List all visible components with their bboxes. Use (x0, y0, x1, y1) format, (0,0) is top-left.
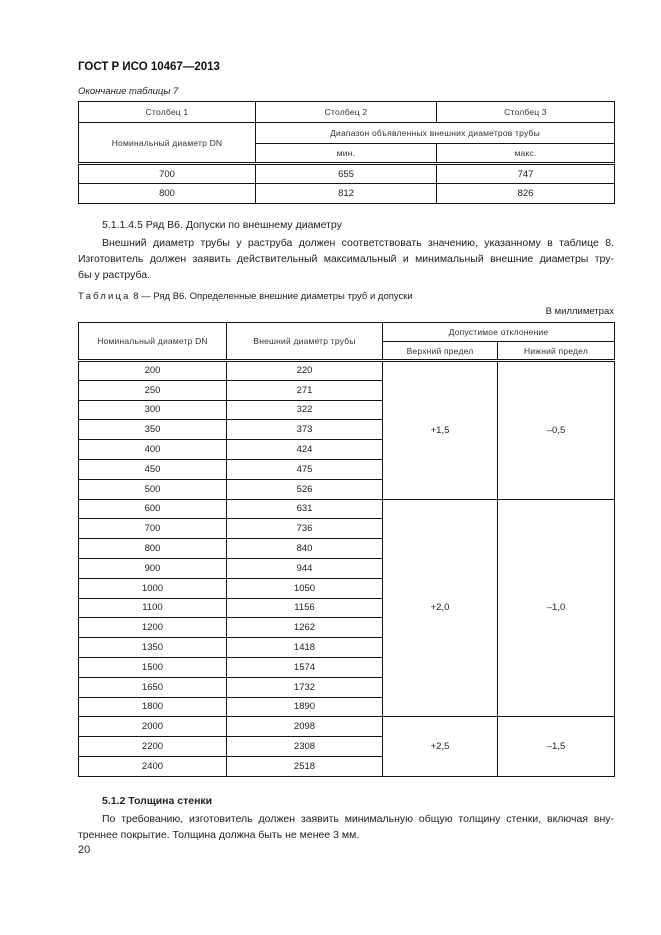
cell-lower-limit: –1,0 (498, 499, 615, 717)
paragraph-outer-diameter (78, 235, 614, 283)
cell-upper-limit: +2,0 (383, 499, 498, 717)
table-7 (78, 101, 615, 204)
cell-dn: 2000 (79, 717, 227, 737)
cell-max: 826 (437, 184, 615, 204)
cell-outer: 1418 (227, 638, 383, 658)
table-label: Таблица (78, 291, 131, 302)
cell-dn: 1800 (79, 697, 227, 717)
cell-dn: 700 (79, 519, 227, 539)
table8-caption (78, 291, 413, 302)
cell-dn: 1500 (79, 657, 227, 677)
column-header: Столбец 1 (79, 102, 256, 123)
cell-dn: 2200 (79, 737, 227, 757)
cell-min: 812 (256, 184, 437, 204)
paragraph-line: Изготовитель должен заявить действительный максимальный и минимальный внешние диаметры тру- (78, 253, 614, 265)
cell-outer: 1262 (227, 618, 383, 638)
cell-outer: 2518 (227, 756, 383, 776)
table7-continuation-caption: Окончание таблицы 7 (78, 86, 179, 97)
cell-outer: 220 (227, 361, 383, 381)
cell-outer: 475 (227, 459, 383, 479)
cell-dn: 400 (79, 440, 227, 460)
group-header-range: Диапазон объявленных внешних диаметров трубы (256, 123, 615, 144)
cell-outer: 1890 (227, 697, 383, 717)
cell-outer: 1050 (227, 578, 383, 598)
column-header: Столбец 3 (437, 102, 615, 123)
cell-dn: 1650 (79, 677, 227, 697)
header-nominal-diameter: Номинальный диаметр DN (79, 323, 227, 361)
column-header: Столбец 2 (256, 102, 437, 123)
cell-outer: 736 (227, 519, 383, 539)
cell-max: 747 (437, 164, 615, 184)
cell-outer: 1574 (227, 657, 383, 677)
cell-dn: 500 (79, 479, 227, 499)
cell-outer: 2098 (227, 717, 383, 737)
cell-dn: 1200 (79, 618, 227, 638)
cell-dn: 200 (79, 361, 227, 381)
header-tolerance: Допустимое отклонение (383, 323, 615, 342)
section-heading-5-1-2: 5.1.2 Толщина стенки (102, 795, 213, 807)
row-header-dn: Номинальный диаметр DN (79, 123, 256, 164)
cell-outer: 1156 (227, 598, 383, 618)
header-lower-limit: Нижний предел (498, 342, 615, 361)
document-id-header: ГОСТ Р ИСО 10467—2013 (78, 61, 220, 73)
sub-header-min: мин. (256, 144, 437, 164)
cell-lower-limit: –0,5 (498, 361, 615, 500)
cell-dn: 1100 (79, 598, 227, 618)
cell-outer: 271 (227, 380, 383, 400)
paragraph-line: треннее покрытие. Толщина должна быть не менее 3 мм. (78, 829, 360, 841)
cell-dn: 700 (79, 164, 256, 184)
sub-header-max: макс. (437, 144, 615, 164)
cell-dn: 350 (79, 420, 227, 440)
cell-dn: 900 (79, 558, 227, 578)
cell-outer: 373 (227, 420, 383, 440)
cell-outer: 631 (227, 499, 383, 519)
cell-dn: 800 (79, 184, 256, 204)
table-8 (78, 322, 615, 777)
cell-dn: 1350 (79, 638, 227, 658)
section-heading-5-1-1-4-5: 5.1.1.4.5 Ряд В6. Допуски по внешнему диаметру (102, 219, 342, 231)
cell-dn: 450 (79, 459, 227, 479)
cell-dn: 1000 (79, 578, 227, 598)
paragraph-line: По требованию, изготовитель должен заявить минимальную общую толщину стенки, включая вну- (102, 813, 614, 825)
header-upper-limit: Верхний предел (383, 342, 498, 361)
table-title: 8 — Ряд В6. Определенные внешние диаметры труб и допуски (130, 291, 413, 302)
cell-dn: 800 (79, 539, 227, 559)
cell-outer: 424 (227, 440, 383, 460)
paragraph-line: Внешний диаметр трубы у раструба должен соответствовать значению, указанному в таблице 8. (102, 237, 614, 249)
paragraph-wall-thickness (78, 811, 614, 843)
cell-upper-limit: +1,5 (383, 361, 498, 500)
cell-outer: 1732 (227, 677, 383, 697)
cell-outer: 526 (227, 479, 383, 499)
table-row (79, 184, 615, 204)
table-row (79, 499, 615, 519)
cell-min: 655 (256, 164, 437, 184)
cell-dn: 300 (79, 400, 227, 420)
page-number: 20 (78, 844, 91, 856)
cell-outer: 944 (227, 558, 383, 578)
cell-dn: 250 (79, 380, 227, 400)
cell-outer: 322 (227, 400, 383, 420)
cell-dn: 2400 (79, 756, 227, 776)
table-row (79, 361, 615, 381)
header-outer-diameter: Внешний диаметр трубы (227, 323, 383, 361)
table-row (79, 717, 615, 737)
paragraph-line: бы у раструба. (78, 269, 151, 281)
units-label: В миллиметрах (545, 306, 614, 317)
cell-outer: 2308 (227, 737, 383, 757)
cell-outer: 840 (227, 539, 383, 559)
table-row (79, 164, 615, 184)
cell-lower-limit: –1,5 (498, 717, 615, 776)
cell-upper-limit: +2,5 (383, 717, 498, 776)
cell-dn: 600 (79, 499, 227, 519)
